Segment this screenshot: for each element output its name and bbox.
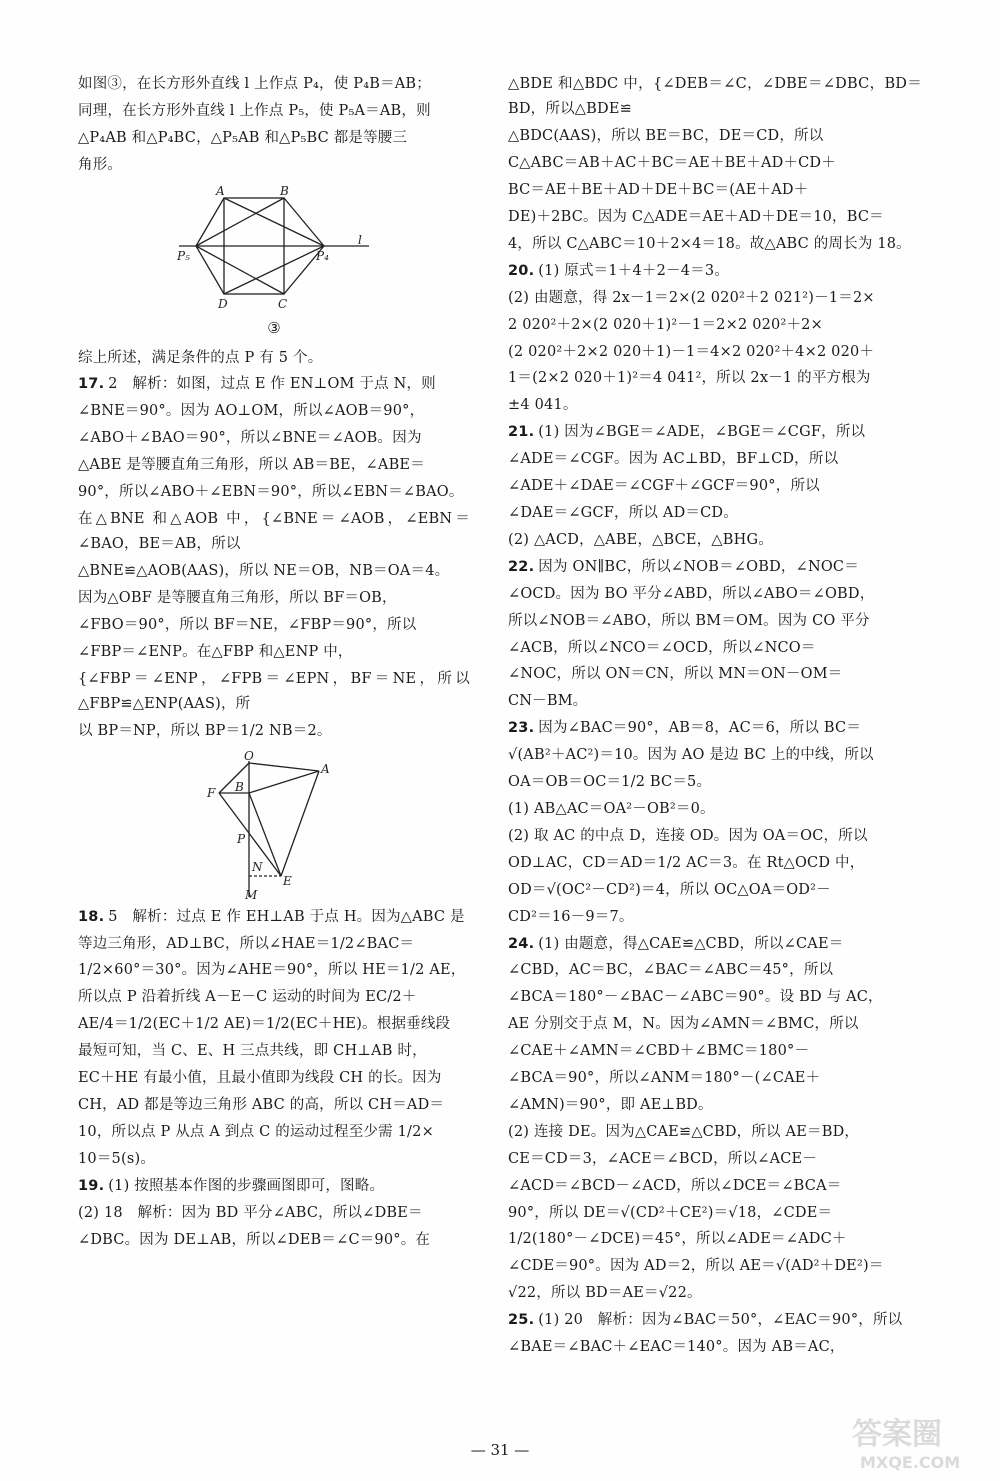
- fig3-label-b: B: [280, 184, 289, 199]
- text-line: ∠AMN)＝90°，即 AE⊥BD。: [508, 1096, 713, 1113]
- text-line: CH，AD 都是等边三角形 ABC 的高，所以 CH＝AD＝: [78, 1096, 445, 1113]
- text-line: ∠NOC，所以 ON＝CN，所以 MN＝ON－OM＝: [508, 666, 843, 683]
- text-line: (2) △ACD，△ABE，△BCE，△BHG。: [508, 531, 773, 548]
- watermark-bottom-text: MXQE.COM: [860, 1453, 961, 1472]
- fig3-label-p4: P₄: [316, 249, 329, 264]
- text-line: ∠CDE＝90°。因为 AD＝2，所以 AE＝√(AD²＋DE²)＝: [508, 1258, 884, 1275]
- fig3-label-a: A: [216, 184, 225, 199]
- text-line: C△ABC＝AB＋AC＋BC＝AE＋BE＋AD＋CD＋: [508, 155, 836, 172]
- text-line: (1) 按照基本作图的步骤画图即可，图略。: [108, 1177, 385, 1194]
- text-line: (1) 原式＝1＋4＋2－4＝3。: [538, 262, 729, 279]
- text-line: 10，所以点 P 从点 A 到点 C 的运动过程至少需 1/2×: [78, 1123, 434, 1140]
- question-number: 19.: [78, 1177, 105, 1194]
- watermark-top-text: 答案圈: [852, 1417, 942, 1452]
- fig17-label-m: M: [245, 887, 258, 901]
- text-line: 4，所以 C△ABC＝10＋2×4＝18。故△ABC 的周长为 18。: [508, 235, 911, 252]
- watermark-logo: [842, 1410, 992, 1474]
- question-number: 17.: [78, 376, 105, 393]
- text-line: ∠BCA＝90°，所以∠ANM＝180°－(∠CAE＋: [508, 1070, 821, 1087]
- text-line: (2 020²＋2×2 020＋1)－1＝4×2 020²＋4×2 020＋: [508, 343, 875, 360]
- text-line: DE)＋2BC。因为 C△ADE＝AE＋AD＋DE＝10，BC＝: [508, 209, 884, 226]
- text-line: (1) 因为∠BGE＝∠ADE，∠BGE＝∠CGF，所以: [538, 424, 866, 441]
- text-line: △BDC(AAS)，所以 BE＝BC，DE＝CD，所以: [508, 128, 824, 145]
- text-line: 2 解析：如图，过点 E 作 EN⊥OM 于点 N，则: [108, 376, 436, 393]
- question-number: 22.: [508, 558, 535, 575]
- text-line: 1＝(2×2 020＋1)²＝4 041²，所以 2x－1 的平方根为: [508, 370, 871, 387]
- text-line: 因为∠BAC＝90°，AB＝8，AC＝6，所以 BC＝: [538, 720, 862, 737]
- text-line: CD²＝16－9＝7。: [508, 908, 634, 925]
- text-line: ∠ABO＋∠BAO＝90°，所以∠BNE＝∠AOB。因为: [78, 430, 422, 447]
- text-line: ∠BAE＝∠BAC＋∠EAC＝140°。因为 AB＝AC，: [508, 1339, 845, 1356]
- text-line: 2 020²＋2×(2 020＋1)²－1＝2×2 020²＋2×: [508, 316, 823, 333]
- text-line: ∠FBP＝∠ENP。在△FBP 和△ENP 中，: [78, 644, 353, 660]
- left-column: [78, 72, 470, 1254]
- text-line: ∠OCD。因为 BO 平分∠ABD，所以∠ABO＝∠OBD，: [508, 585, 875, 602]
- text-line: CE＝CD＝3，∠ACE＝∠BCD，所以∠ACE－: [508, 1150, 818, 1167]
- fig17-label-b: B: [235, 779, 244, 794]
- text-line: 同理，在长方形外直线 l 上作点 P₅，使 P₅A＝AB，则: [78, 102, 431, 119]
- text-line: 最短可知，当 C、E、H 三点共线，即 CH⊥AB 时，: [78, 1043, 427, 1060]
- text-line: ∠CBD，AC＝BC，∠BAC＝∠ABC＝45°，所以: [508, 962, 834, 979]
- text-line: OA＝OB＝OC＝1/2 BC＝5。: [508, 774, 712, 791]
- text-line: △BNE≌△AOB(AAS)，所以 NE＝OB，NB＝OA＝4。: [78, 563, 450, 580]
- text-line: 5 解析：过点 E 作 EH⊥AB 于点 H。因为△ABC 是: [108, 908, 465, 925]
- summary-text: 综上所述，满足条件的点 P 有 5 个。: [78, 349, 323, 366]
- text-line: 因为 ON∥BC，所以∠NOB＝∠OBD，∠NOC＝: [538, 558, 859, 575]
- text-line: 等边三角形，AD⊥BC，所以∠HAE＝1/2∠BAC＝: [78, 935, 415, 952]
- fig17-label-e: E: [283, 873, 292, 888]
- text-line: 90°，所以∠ABO＋∠EBN＝90°，所以∠EBN＝∠BAO。: [78, 484, 464, 501]
- text-line: ∠DAE＝∠GCF，所以 AD＝CD。: [508, 505, 738, 521]
- text-line: ∠ADE＋∠DAE＝∠CGF＋∠GCF＝90°，所以: [508, 478, 820, 495]
- text-line: {∠FBP＝∠ENP，∠FPB＝∠EPN，BF＝NE，所以△FBP≌△ENP(AAS)，所: [78, 670, 470, 713]
- text-line: ∠CAE＋∠AMN＝∠CBD＋∠BMC＝180°－: [508, 1043, 810, 1060]
- text-line: (1) AB△AC＝OA²－OB²＝0。: [508, 800, 715, 817]
- text-line: 10＝5(s)。: [78, 1150, 156, 1167]
- fig17-label-p: P: [237, 831, 246, 846]
- text-line: (2) 由题意，得 2x－1＝2×(2 020²＋2 021²)－1＝2×: [508, 289, 875, 306]
- text-line: 1/2(180°－∠DCE)＝45°，所以∠ADE＝∠ADC＋: [508, 1231, 847, 1248]
- text-line: BC＝AE＋BE＋AD＋DE＋BC＝(AE＋AD＋: [508, 182, 809, 199]
- figure-3-diagram: [174, 184, 374, 314]
- fig3-label-c: C: [278, 297, 288, 312]
- figure-17-diagram: [199, 751, 349, 901]
- text-line: √(AB²＋AC²)＝10。因为 AO 是边 BC 上的中线，所以: [508, 747, 874, 764]
- fig3-label-d: D: [218, 297, 228, 312]
- text-line: 1/2×60°＝30°。因为∠AHE＝90°，所以 HE＝1/2 AE，: [78, 962, 466, 979]
- text-line: ∠BNE＝90°。因为 AO⊥OM，所以∠AOB＝90°，: [78, 403, 425, 420]
- text-line: √22，所以 BD＝AE＝√22。: [508, 1285, 702, 1302]
- text-line: EC＋HE 有最小值，且最小值即为线段 CH 的长。因为: [78, 1070, 442, 1087]
- text-line: △BDE 和△BDC 中，{∠DEB＝∠C，∠DBE＝∠DBC，BD＝BD，所以△BDE≌: [508, 76, 922, 118]
- fig17-label-o: O: [244, 750, 254, 763]
- fig17-label-n: N: [252, 859, 263, 874]
- text-line: (1) 20 解析：因为∠BAC＝50°，∠EAC＝90°，所以: [538, 1312, 903, 1329]
- text-line: ∠ACD＝∠BCD－∠ACD，所以∠DCE＝∠BCA＝: [508, 1177, 842, 1194]
- text-line: ∠DBC。因为 DE⊥AB，所以∠DEB＝∠C＝90°。在: [78, 1231, 431, 1248]
- text-line: (2) 取 AC 的中点 D，连接 OD。因为 OA＝OC，所以: [508, 827, 868, 844]
- fig17-label-a: A: [321, 761, 330, 776]
- text-line: ±4 041。: [508, 397, 578, 414]
- page-number: — 31 —: [470, 1441, 530, 1459]
- text-line: 所以点 P 沿着折线 A－E－C 运动的时间为 EC/2＋: [78, 989, 417, 1006]
- text-line: 在△BNE 和△AOB 中，{∠BNE＝∠AOB，∠EBN＝∠BAO，BE＝AB，所以: [78, 510, 470, 553]
- text-line: ∠BCA＝180°－∠BAC－∠ABC＝90°。设 BD 与 AC，: [508, 989, 883, 1006]
- figure-3-caption: ③: [267, 319, 281, 338]
- question-number: 18.: [78, 908, 105, 925]
- fig17-label-f: F: [207, 785, 216, 800]
- text-line: CN－BM。: [508, 693, 588, 710]
- text-line: (2) 18 解析：因为 BD 平分∠ABC，所以∠DBE＝: [78, 1204, 423, 1221]
- text-line: (2) 连接 DE。因为△CAE≌△CBD，所以 AE＝BD，: [508, 1123, 860, 1140]
- text-line: 所以∠NOB＝∠ABO，所以 BM＝OM。因为 CO 平分: [508, 612, 870, 629]
- question-number: 24.: [508, 935, 535, 952]
- text-line: ∠FBO＝90°，所以 BF＝NE，∠FBP＝90°，所以: [78, 617, 417, 634]
- text-line: AE/4＝1/2(EC＋1/2 AE)＝1/2(EC＋HE)。根据垂线段: [78, 1016, 451, 1033]
- text-line: 角形。: [78, 156, 123, 173]
- right-column: [508, 72, 922, 1362]
- text-line: ∠ACB，所以∠NCO＝∠OCD，所以∠NCO＝: [508, 639, 816, 656]
- question-number: 23.: [508, 720, 535, 737]
- text-line: 因为△OBF 是等腰直角三角形，所以 BF＝OB，: [78, 590, 397, 607]
- text-line: (1) 由题意，得△CAE≌△CBD，所以∠CAE＝: [538, 935, 844, 952]
- fig3-label-p5: P₅: [177, 249, 190, 264]
- question-number: 20.: [508, 262, 535, 279]
- question-number: 25.: [508, 1312, 535, 1329]
- fig3-label-l: l: [358, 233, 362, 248]
- text-line: AE 分别交于点 M，N。因为∠AMN＝∠BMC，所以: [508, 1016, 859, 1033]
- text-line: 以 BP＝NP，所以 BP＝1/2 NB＝2。: [78, 723, 332, 740]
- text-line: △P₄AB 和△P₄BC，△P₅AB 和△P₅BC 都是等腰三: [78, 129, 408, 146]
- question-number: 21.: [508, 424, 535, 441]
- text-line: 90°，所以 DE＝√(CD²＋CE²)＝√18，∠CDE＝: [508, 1204, 833, 1221]
- text-line: ∠ADE＝∠CGF。因为 AC⊥BD，BF⊥CD，所以: [508, 451, 839, 468]
- text-line: 如图③，在长方形外直线 l 上作点 P₄，使 P₄B＝AB；: [78, 76, 431, 92]
- text-line: △ABE 是等腰直角三角形，所以 AB＝BE，∠ABE＝: [78, 457, 425, 474]
- text-line: OD＝√(OC²－CD²)＝4，所以 OC△OA＝OD²－: [508, 881, 831, 898]
- text-line: OD⊥AC，CD＝AD＝1/2 AC＝3。在 Rt△OCD 中，: [508, 854, 865, 871]
